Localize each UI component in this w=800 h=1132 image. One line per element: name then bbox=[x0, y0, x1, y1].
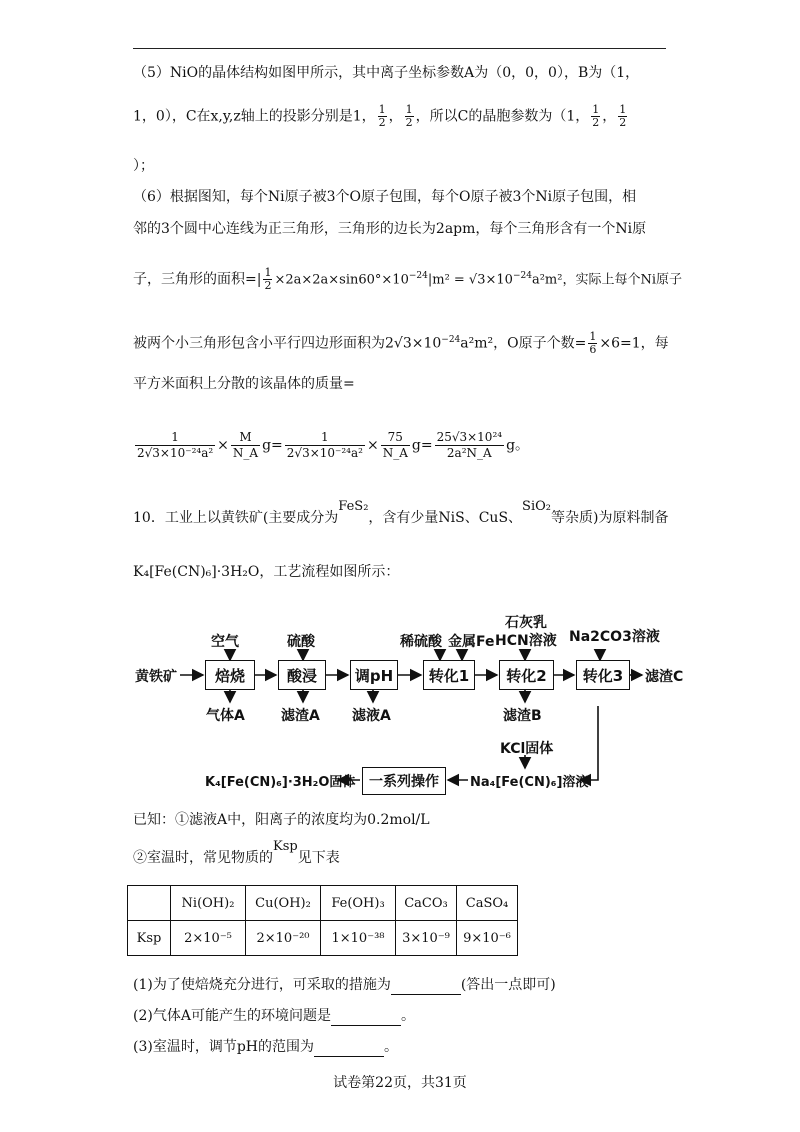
table-row: Ksp 2×10⁻⁵ 2×10⁻²⁰ 1×10⁻³⁸ 3×10⁻⁹ 9×10⁻⁶ bbox=[128, 921, 518, 956]
ksp-table bbox=[127, 885, 518, 956]
fraction-sixth: $\frac{1}{6}$ bbox=[589, 330, 597, 357]
flow-output-gas-a: 气体A bbox=[206, 708, 245, 724]
flow-input-lime: 石灰乳 bbox=[505, 615, 547, 631]
question-2: (2)气体A可能产生的环境问题是 。 bbox=[133, 1008, 415, 1024]
part6-line3: 子，三角形的面积=| $\frac{1}{2}$ $\times 2a\times 2a\times\sin 60^\circ\times 10^{-24}|m^2 = √3\times 10^{-24}a^2m^2$，实际上每个Ni原子 bbox=[133, 266, 682, 293]
flow-na4-solution: Na₄[Fe(CN)₆]溶液 bbox=[470, 775, 589, 790]
flow-input-hcn: HCN溶液 bbox=[495, 633, 557, 649]
known-line2: ②室温时，常见物质的Ksp见下表 bbox=[133, 839, 340, 866]
flow-output-filtrate-a: 滤液A bbox=[352, 708, 391, 724]
answer-blank-2[interactable] bbox=[331, 1011, 401, 1026]
answer-blank-3[interactable] bbox=[314, 1042, 384, 1057]
flow-box-convert2: 转化2 bbox=[499, 660, 554, 690]
part5-line3: ）； bbox=[133, 158, 154, 174]
flow-box-convert3: 转化3 bbox=[576, 660, 630, 690]
known-line1: 已知：①滤液A中，阳离子的浓度均为0.2mol/L bbox=[133, 812, 430, 828]
flow-final-product: K₄[Fe(CN)₆]·3H₂O固体 bbox=[205, 775, 356, 790]
part6-line4: 被两个小三角形包含小平行四边形面积为$2√3\times 10^{-24}a^2m^2$，O原子个数= $\frac{1}{6}$ ×6=1，每 bbox=[133, 330, 669, 357]
flow-output-residue-b: 滤渣B bbox=[503, 708, 542, 724]
answer-blank-1[interactable] bbox=[391, 980, 461, 995]
fraction-half: $\frac{1}{2}$ bbox=[378, 103, 386, 129]
q10-line2: K₄[Fe(CN)₆]·3H₂O，工艺流程如图所示： bbox=[133, 564, 400, 580]
page-footer: 试卷第22页，共31页 bbox=[333, 1075, 467, 1091]
part5-line2: 1，0），C在x,y,z轴上的投影分别是1， $\frac{1}{2}$ ， $\frac{1}{2}$ ，所以C的晶胞参数为（1， $\frac{1}{2}$ ， $\frac{1}{2}$ bbox=[133, 103, 627, 129]
flow-box-convert1: 转化1 bbox=[423, 660, 475, 690]
flow-box-acid-leach: 酸浸 bbox=[278, 660, 326, 690]
part6-line2: 邻的3个圆中心连线为正三角形，三角形的边长为2apm，每个三角形含有一个Ni原 bbox=[133, 221, 647, 237]
flow-kcl: KCl固体 bbox=[500, 741, 554, 757]
q10-line1: 10．工业上以黄铁矿(主要成分为FeS₂，含有少量NiS、CuS、SiO₂等杂质)为原料制备 bbox=[133, 499, 669, 526]
question-1: (1)为了使焙烧充分进行，可采取的措施为 (答出一点即可) bbox=[133, 977, 556, 993]
flow-input-air: 空气 bbox=[211, 634, 239, 650]
flow-output-residue-a: 滤渣A bbox=[281, 708, 320, 724]
part6-mass-formula: $\frac{1}{\text{2√3×10⁻²⁴a²}}$ × $\frac{M}{N\_A}$ g= $\frac{1}{\text{2√3×10⁻²⁴a²}}$ × $\frac{75}{N\_A}$ g= $\frac{\text{25√3×10²⁴}}{\text{2a²N\_A}}$ g。 bbox=[137, 430, 530, 460]
flow-box-roast: 焙烧 bbox=[205, 660, 255, 690]
part6-line1: （6）根据图知，每个Ni原子被3个O原子包围，每个O原子被3个Ni原子包围，相 bbox=[133, 189, 637, 205]
flow-box-adjust-ph: 调pH bbox=[350, 660, 398, 690]
flow-input-fe: 金属Fe bbox=[448, 634, 495, 650]
part5-line1: （5）NiO的晶体结构如图甲所示，其中离子坐标参数A为（0，0，0），B为（1， bbox=[133, 65, 640, 81]
flow-input-sulfuric: 硫酸 bbox=[287, 634, 315, 650]
part6-line5: 平方米面积上分散的该晶体的质量= bbox=[133, 376, 355, 392]
flow-input-dilute-sulfuric: 稀硫酸 bbox=[400, 634, 442, 650]
flow-input-na2co3: Na2CO3溶液 bbox=[569, 629, 660, 645]
question-3: (3)室温时，调节pH的范围为 。 bbox=[133, 1039, 399, 1055]
flow-box-series: 一系列操作 bbox=[362, 767, 446, 795]
flow-start: 黄铁矿 bbox=[135, 669, 177, 685]
table-row: Ni(OH)₂ Cu(OH)₂ Fe(OH)₃ CaCO₃ CaSO₄ bbox=[128, 886, 518, 921]
flow-output-residue-c: 滤渣C bbox=[645, 669, 684, 685]
